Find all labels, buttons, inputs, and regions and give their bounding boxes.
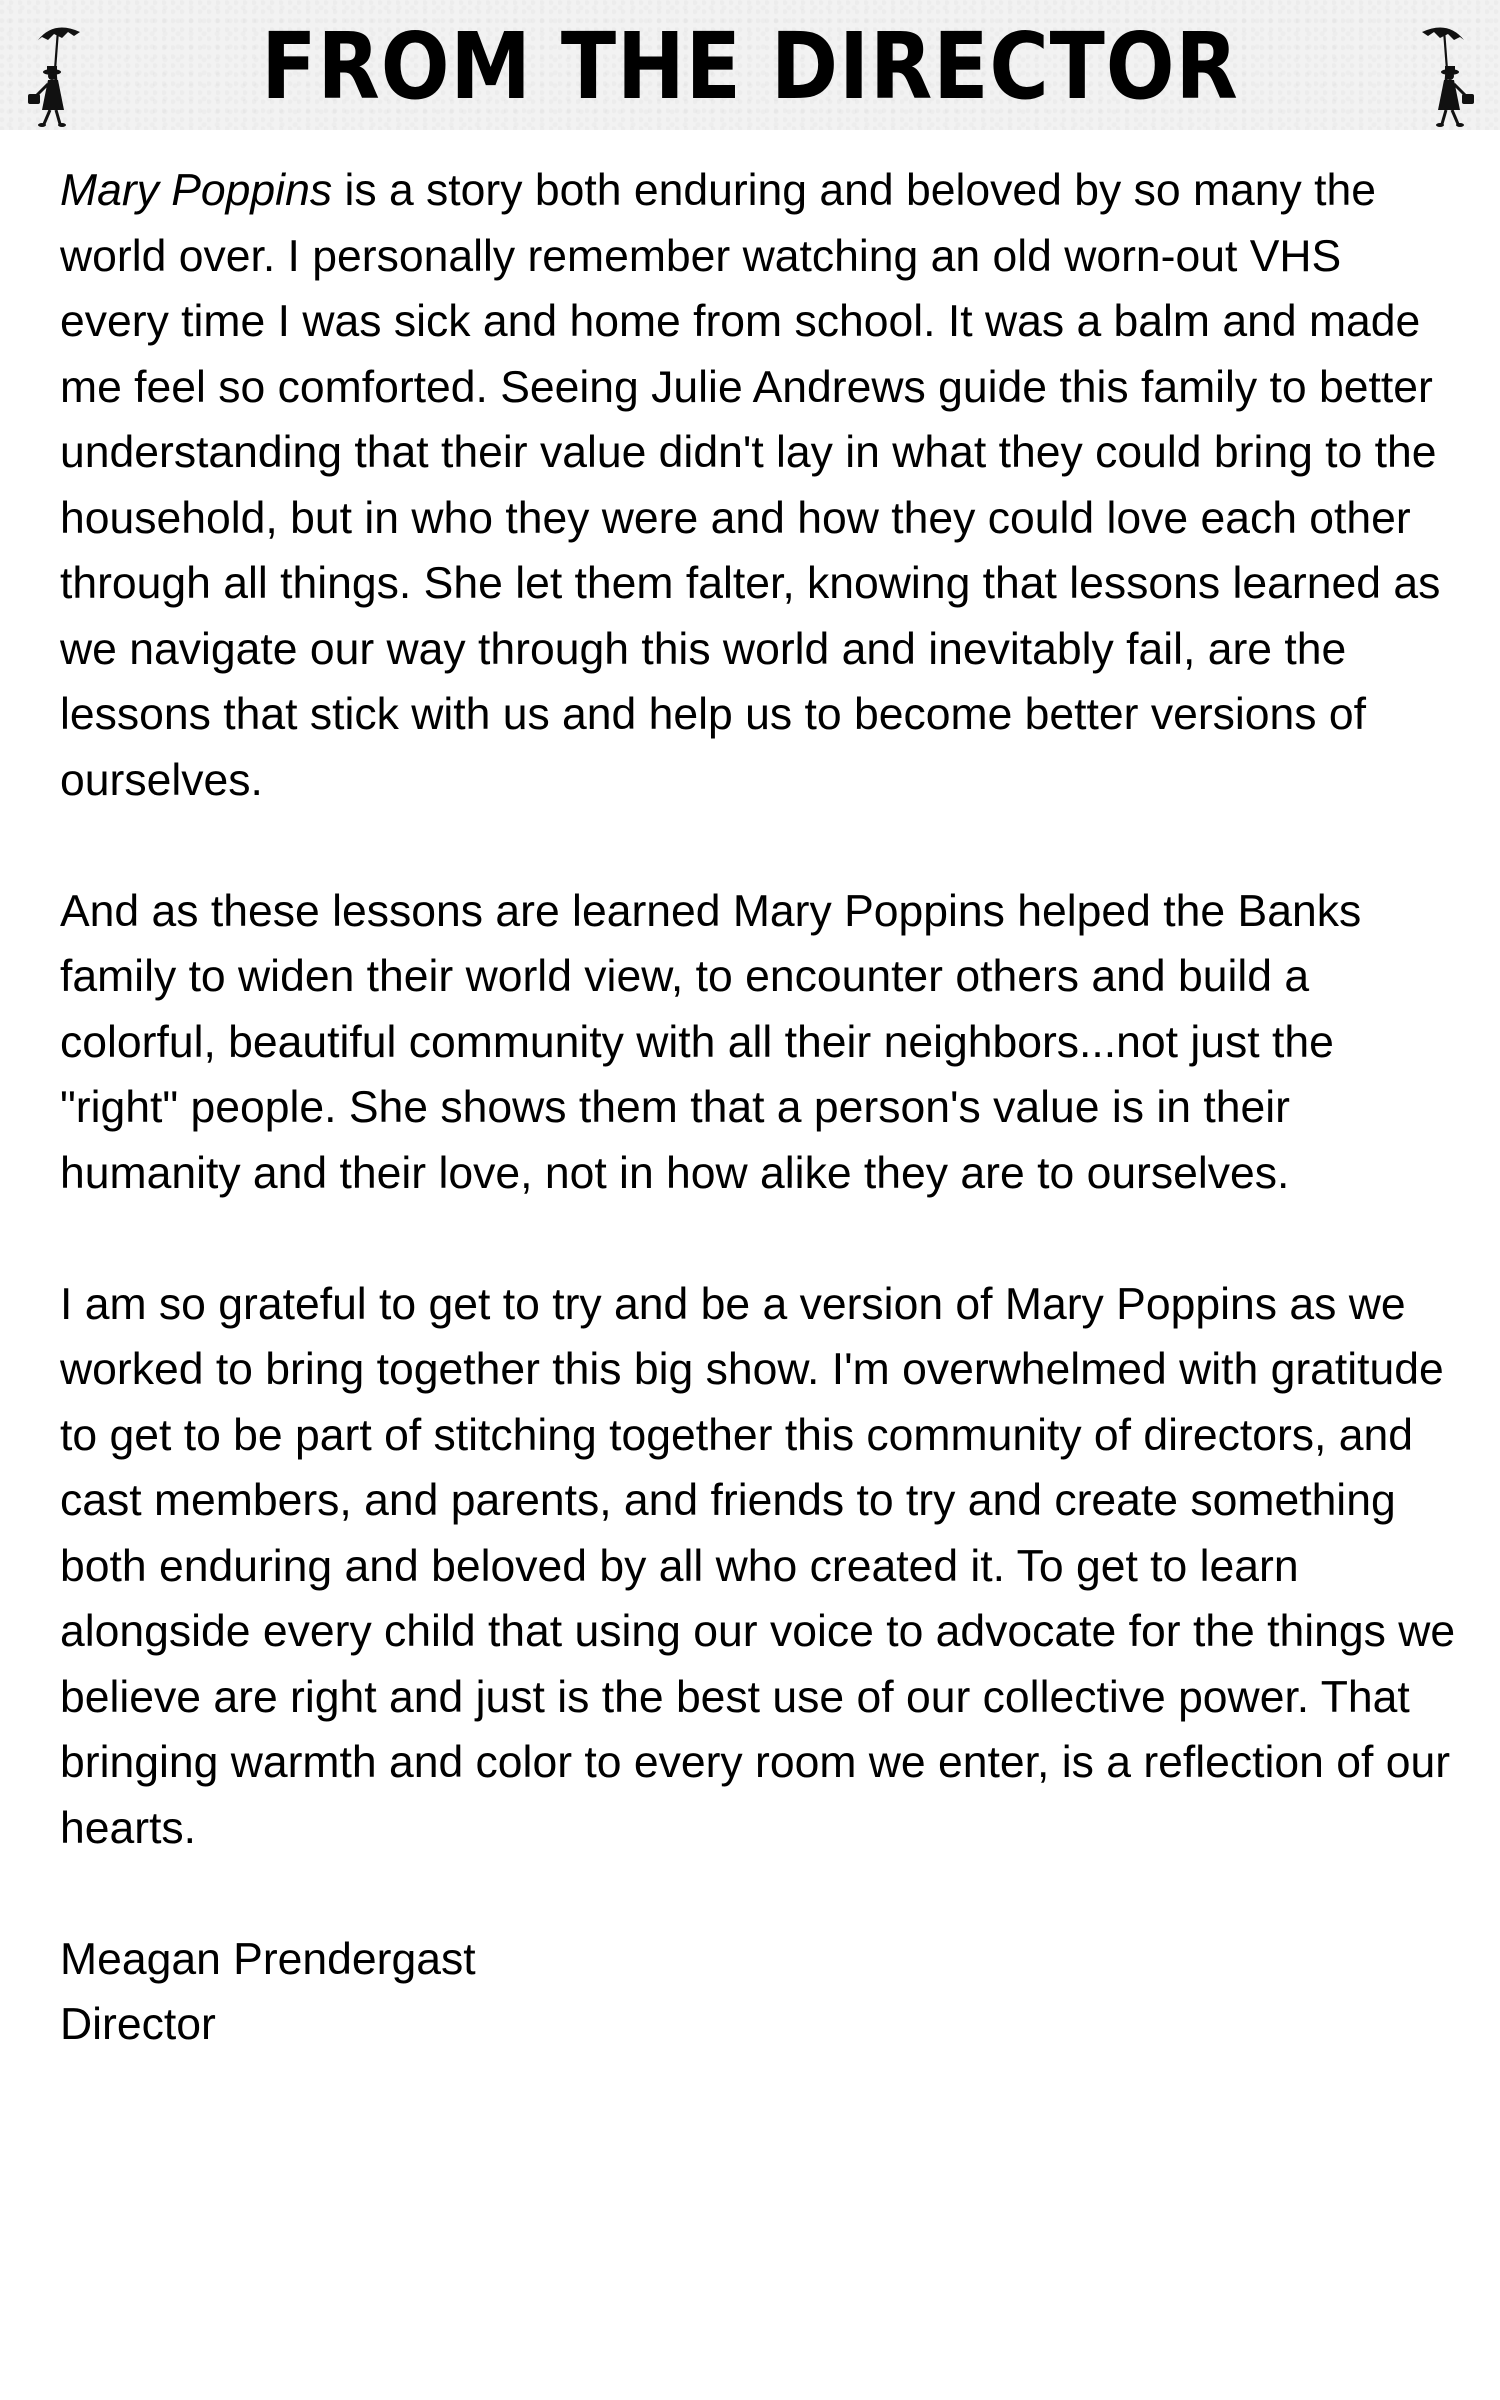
letter-paragraph-3: I am so grateful to get to try and be a version of Mary Poppins as we worked to bring together this big show. I'm overwhelmed with gratitude to get to be part of stitching together this community of directors, and cast members, and parents, and friends to try and create something both enduring and beloved by all who created it. To get to learn alongside every child that using our voice to advocate for the things we believe are right and just is the best use of our collective power. That bringing warmth and color to every room we enter, is a reflection of our hearts. bbox=[60, 1279, 1456, 1853]
signature-name: Meagan Prendergast bbox=[60, 1934, 476, 1984]
paragraph-1-text: is a story both enduring and beloved by so many the world over. I personally remember watching an old worn-out VHS every time I was sick and home from school. It was a balm and made me feel so comforted. Seeing Julie Andrews guide this family to better understanding that their value didn't lay in what they could bring to the household, but in who they were and how they could love each other through all things. She let them falter, knowing that lessons learned as we navigate our way through this world and inevitably fail, are the lessons that stick with us and help us to become better versions of ourselves. bbox=[60, 166, 1441, 805]
letter-paragraph-2: And as these lessons are learned Mary Poppins helped the Banks family to widen their world view, to encounter others and build a colorful, beautiful community with all their neighbors...not just the "right" people. She shows them that a person's value is in their humanity and their love, not in how alike they are to ourselves. bbox=[60, 886, 1362, 1198]
letter-paragraph-1 bbox=[60, 158, 1460, 813]
director-letter bbox=[60, 158, 1460, 2058]
mary-poppins-umbrella-icon bbox=[1398, 18, 1494, 130]
signature-role: Director bbox=[60, 2000, 216, 2049]
show-title: Mary Poppins bbox=[60, 166, 333, 215]
page-title: FROM THE DIRECTOR bbox=[261, 13, 1239, 120]
